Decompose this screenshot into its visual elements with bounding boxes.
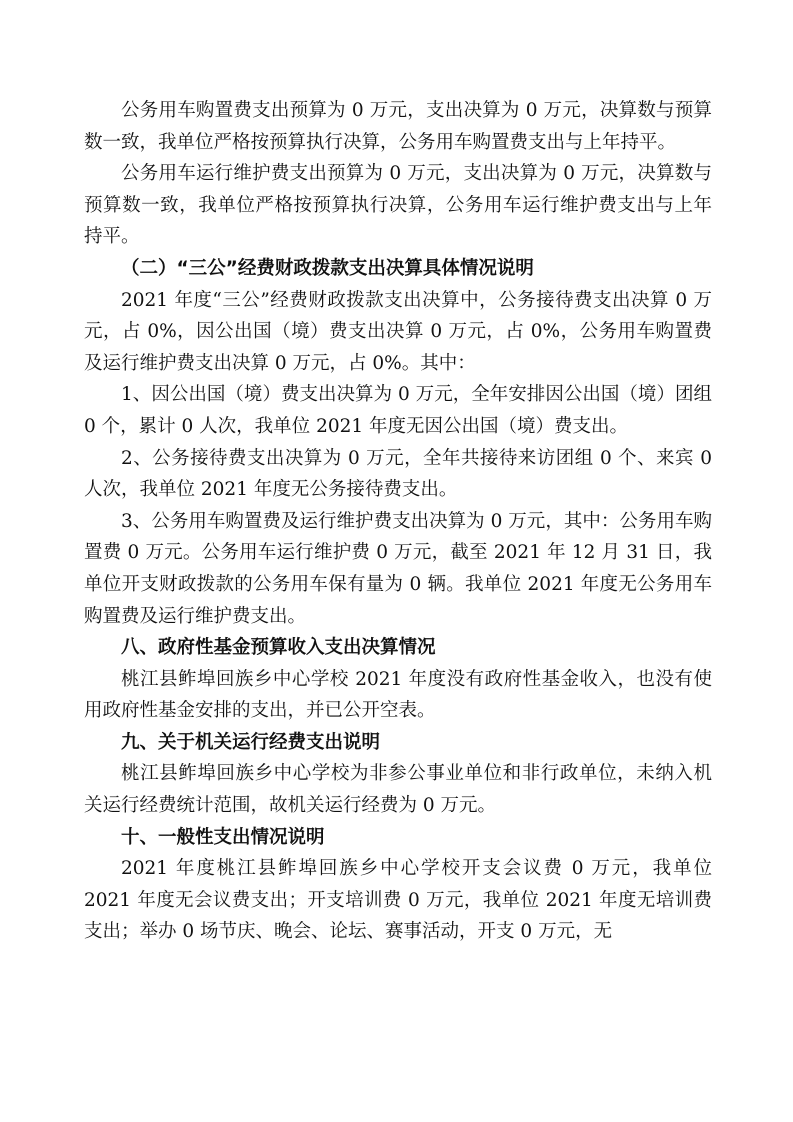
heading-government-fund: 八、政府性基金预算收入支出决算情况 (121, 637, 436, 659)
paragraph-vehicle-maintenance: 公务用车运行维护费支出预算为 0 万元，支出决算为 0 万元，决算数与预算数一致，我单位严格按预算执行决算，公务用车运行维护费支出与上年持平。 (84, 163, 712, 248)
paragraph-government-fund: 桃江县鲊埠回族乡中心学校 2021 年度没有政府性基金收入，也没有使用政府性基金安排的支出，并已公开空表。 (84, 668, 712, 722)
paragraph-operating-expenses: 桃江县鲊埠回族乡中心学校为非参公事业单位和非行政单位，未纳入机关运行经费统计范围，故机关运行经费为 0 万元。 (84, 763, 712, 817)
paragraph-overseas-travel: 1、因公出国（境）费支出决算为 0 万元，全年安排因公出国（境）团组 0 个，累计 0 人次，我单位 2021 年度无因公出国（境）费支出。 (84, 384, 712, 437)
paragraph-vehicle-detail: 3、公务用车购置费及运行维护费支出决算为 0 万元，其中：公务用车购置费 0 万元。公务用车运行维护费 0 万元，截至 2021 年 12 月 31 日，我单位开支财政拨款的公务用车保有量为 0 辆。我单位 2021 年度无公务用车购置费及运行维护费支出。 (84, 510, 712, 627)
heading-general-expenses: 十、一般性支出情况说明 (121, 826, 325, 848)
document-body (84, 95, 712, 948)
heading-three-public-expenses: （二）“三公”经费财政拨款支出决算具体情况说明 (121, 257, 534, 279)
paragraph-vehicle-purchase: 公务用车购置费支出预算为 0 万元，支出决算为 0 万元，决算数与预算数一致，我单位严格按预算执行决算，公务用车购置费支出与上年持平。 (84, 100, 712, 153)
paragraph-reception: 2、公务接待费支出决算为 0 万元，全年共接待来访团组 0 个、来宾 0 人次，我单位 2021 年度无公务接待费支出。 (84, 447, 712, 501)
paragraph-general-expenses: 2021 年度桃江县鲊埠回族乡中心学校开支会议费 0 万元，我单位 2021 年度无会议费支出；开支培训费 0 万元，我单位 2021 年度无培训费支出；举办 0 场节庆、晚会、论坛、赛事活动，开支 0 万元，无 (84, 858, 712, 943)
heading-operating-expenses: 九、关于机关运行经费支出说明 (121, 731, 381, 753)
paragraph-three-public-summary: 2021 年度“三公”经费财政拨款支出决算中，公务接待费支出决算 0 万元，占 0%，因公出国（境）费支出决算 0 万元，占 0%，公务用车购置费及运行维护费支出决算 0 万元，占 0%。其中： (84, 289, 712, 374)
